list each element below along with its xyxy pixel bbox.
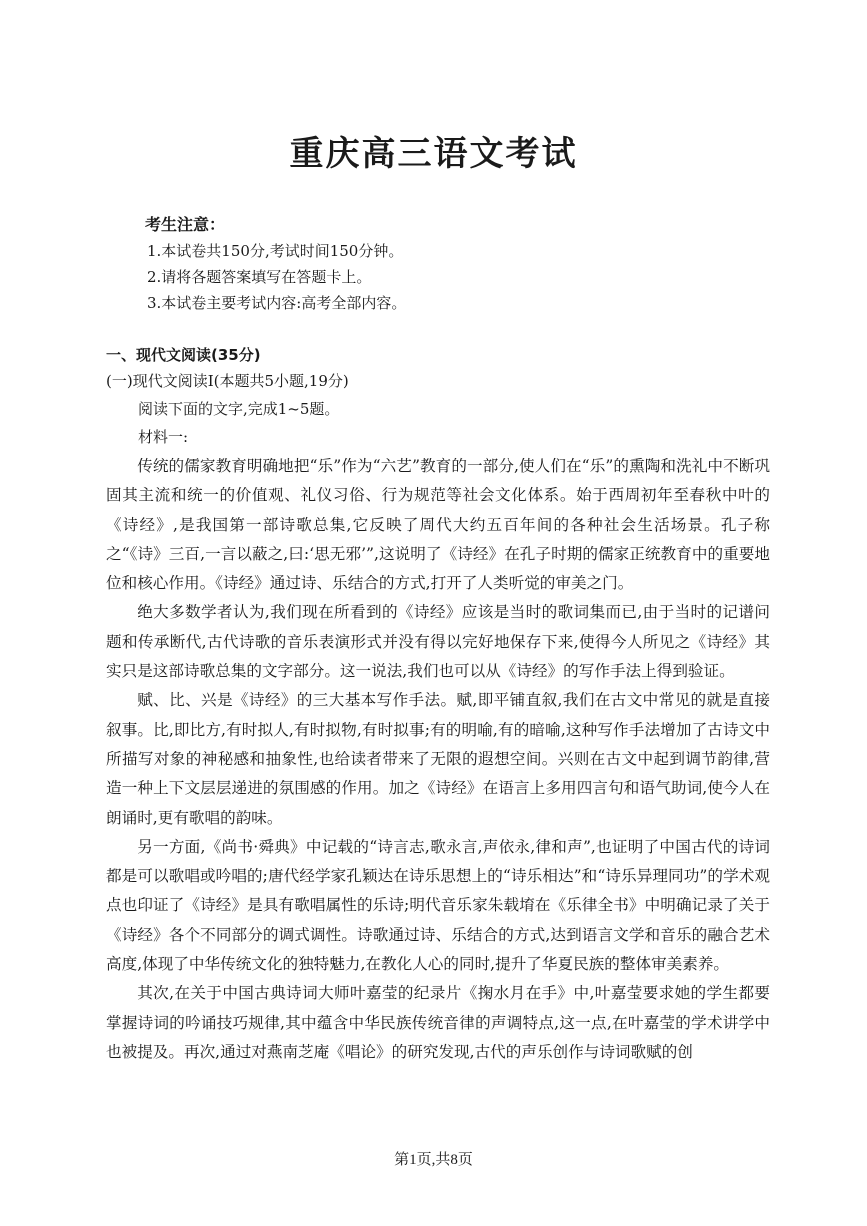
- subsection-heading: (一)现代文阅读Ⅰ(本题共5小题,19分): [106, 372, 349, 390]
- section-heading: 一、现代文阅读(35分): [106, 346, 261, 364]
- reading-instruction: 阅读下面的文字,完成1~5题。: [138, 400, 340, 418]
- candidate-notice: [145, 212, 745, 316]
- notice-title: 考生注意：: [145, 215, 226, 234]
- material-label: 材料一:: [138, 428, 189, 446]
- notice-item: 2.请将各题答案填写在答题卡上。: [147, 268, 372, 286]
- passage-paragraph: 绝大多数学者认为,我们现在所看到的《诗经》应该是当时的歌词集而已,由于当时的记谱问题和传承断代,古代诗歌的音乐表演形式并没有得以完好地保存下来,使得今人所见之《诗经》其实只是这部诗歌总集的文字部分。这一说法,我们也可以从《诗经》的写作手法上得到验证。: [106, 603, 770, 681]
- page-number: 第1页,共8页: [394, 1152, 473, 1168]
- page-title: 重庆高三语文考试: [289, 134, 578, 174]
- notice-item: 1.本试卷共150分,考试时间150分钟。: [147, 242, 404, 260]
- passage-paragraph: 传统的儒家教育明确地把“乐”作为“六艺”教育的一部分,使人们在“乐”的熏陶和洗礼中不断巩固其主流和统一的价值观、礼仪习俗、行为规范等社会文化体系。始于西周初年至春秋中叶的《诗经》,是我国第一部诗歌总集,它反映了周代大约五百年间的各种社会生活场景。孔子称之“《诗》三百,一言以蔽之,曰:‘思无邪’”,这说明了《诗经》在孔子时期的儒家正统教育中的重要地位和核心作用。《诗经》通过诗、乐结合的方式,打开了人类听觉的审美之门。: [106, 457, 770, 593]
- passage-paragraph: 其次,在关于中国古典诗词大师叶嘉莹的纪录片《掬水月在手》中,叶嘉莹要求她的学生都要掌握诗词的吟诵技巧规律,其中蕴含中华民族传统音律的声调特点,这一点,在叶嘉莹的学术讲学中也被提及。再次,通过对燕南芝庵《唱论》的研究发现,古代的声乐创作与诗词歌赋的创: [106, 984, 770, 1061]
- passage-paragraph: 赋、比、兴是《诗经》的三大基本写作手法。赋,即平铺直叙,我们在古文中常见的就是直接叙事。比,即比方,有时拟人,有时拟物,有时拟事;有的明喻,有的暗喻,这种写作手法增加了古诗文中所描写对象的神秘感和抽象性,也给读者带来了无限的遐想空间。兴则在古文中起到调节韵律,营造一种上下文层层递进的氛围感的作用。加之《诗经》在语言上多用四言句和语气助词,使今人在朗诵时,更有歌唱的韵味。: [106, 691, 770, 827]
- reading-passage: [106, 452, 770, 1067]
- passage-paragraph: 另一方面,《尚书·舜典》中记载的“诗言志,歌永言,声依永,律和声”,也证明了中国古代的诗词都是可以歌唱或吟唱的;唐代经学家孔颖达在诗乐思想上的“诗乐相达”和“诗乐异理同功”的学术观点也印证了《诗经》是具有歌唱属性的乐诗;明代音乐家朱载堉在《乐律全书》中明确记录了关于《诗经》各个不同部分的调式调性。诗歌通过诗、乐结合的方式,达到语言文学和音乐的融合艺术高度,体现了中华传统文化的独特魅力,在教化人心的同时,提升了华夏民族的整体审美素养。: [106, 837, 770, 974]
- notice-item: 3.本试卷主要考试内容:高考全部内容。: [147, 294, 407, 312]
